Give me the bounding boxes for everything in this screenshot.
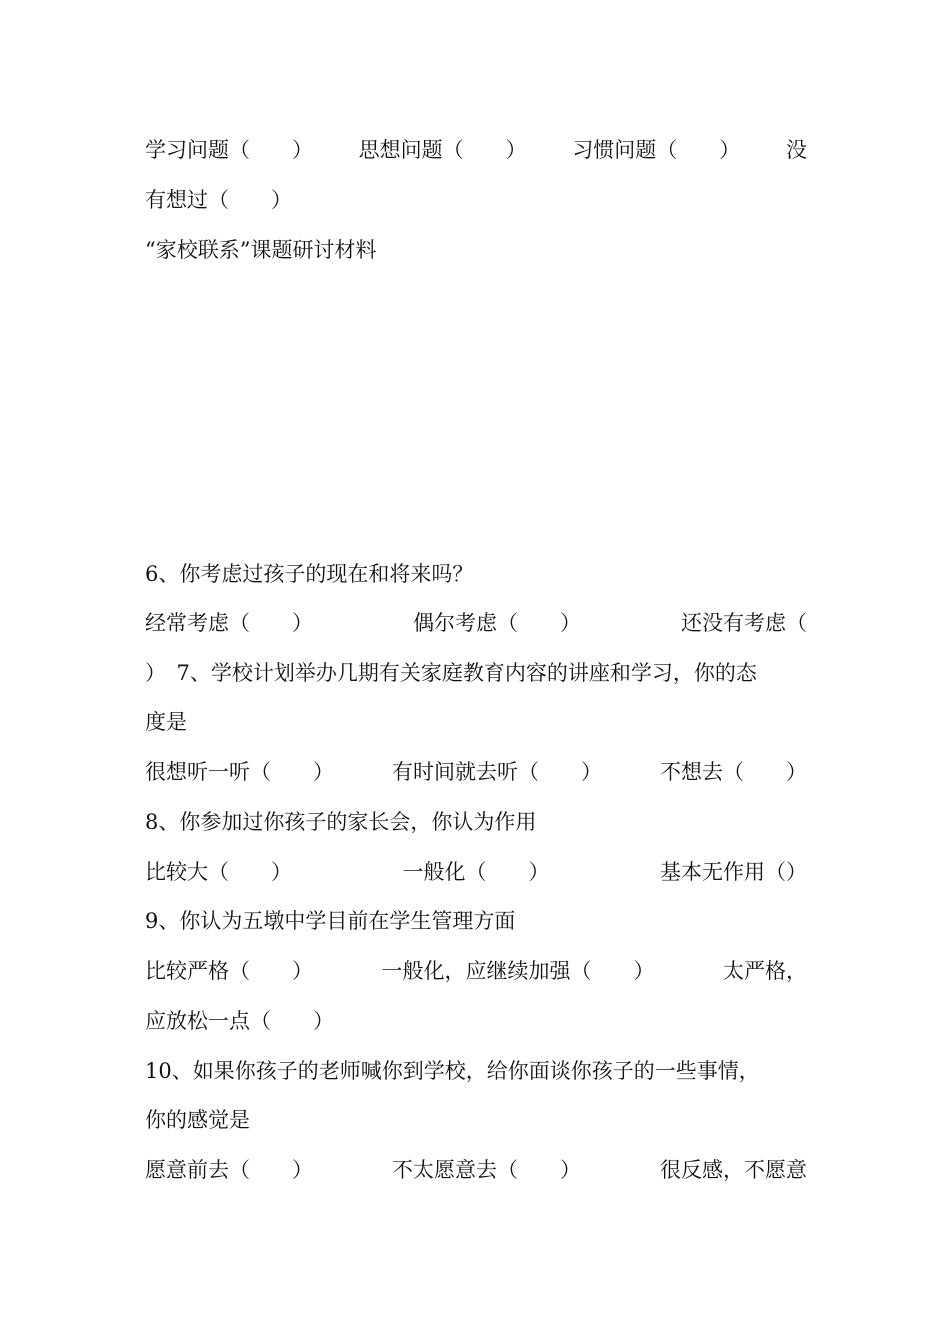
q10-option-not-willing: 不太愿意去（ ） — [392, 1158, 581, 1182]
question-10-line2: 你的感觉是 — [145, 1108, 250, 1132]
q6-option-not-yet: 还没有考虑（ — [681, 611, 807, 635]
q7-option-want-to-listen: 很想听一听（ ） — [145, 760, 334, 784]
q7-option-not-go: 不想去（ ） — [660, 760, 807, 784]
question-6-options — [145, 605, 807, 641]
q6-option-occasionally: 偶尔考虑（ ） — [413, 611, 581, 635]
q9-option-average: 一般化，应继续加强（ ） — [381, 959, 655, 983]
question-8-options — [145, 854, 807, 890]
question-7-line2: 度是 — [145, 710, 187, 734]
question-6: 6、你考虑过孩子的现在和将来吗？ — [145, 562, 474, 586]
option-study-problem: 学习问题（ ） — [145, 138, 313, 162]
question-9-options — [145, 953, 807, 989]
q10-option-willing: 愿意前去（ ） — [145, 1158, 313, 1182]
q7-option-if-time: 有时间就去听（ ） — [392, 760, 602, 784]
q8-option-no-effect: 基本无作用（） — [660, 860, 807, 884]
options-line-problem-types — [145, 132, 807, 168]
q9-option-too-strict: 太严格， — [723, 959, 807, 983]
question-10-options — [145, 1152, 807, 1188]
document-title: “家校联系”课题研讨材料 — [145, 238, 377, 262]
q9-option-strict: 比较严格（ ） — [145, 959, 313, 983]
option-never-thought-end: 有想过（ ） — [145, 188, 292, 212]
question-7-options — [145, 754, 807, 790]
option-thought-problem: 思想问题（ ） — [358, 138, 527, 162]
option-never-thought-start: 没 — [785, 138, 807, 162]
q8-option-big: 比较大（ ） — [145, 860, 292, 884]
q8-option-average: 一般化（ ） — [402, 860, 550, 884]
q9-option-too-strict-end: 应放松一点（ ） — [145, 1009, 334, 1033]
question-7-line1: ） 7、学校计划举办几期有关家庭教育内容的讲座和学习，你的态 — [145, 661, 757, 685]
question-9: 9、你认为五墩中学目前在学生管理方面 — [145, 909, 516, 933]
question-8: 8、你参加过你孩子的家长会，你认为作用 — [145, 810, 537, 834]
question-10-line1: 10、如果你孩子的老师喊你到学校，给你面谈你孩子的一些事情， — [145, 1059, 760, 1083]
q6-option-often: 经常考虑（ ） — [145, 611, 313, 635]
option-habit-problem: 习惯问题（ ） — [572, 138, 741, 162]
q10-option-resentful: 很反感，不愿意 — [660, 1158, 807, 1182]
